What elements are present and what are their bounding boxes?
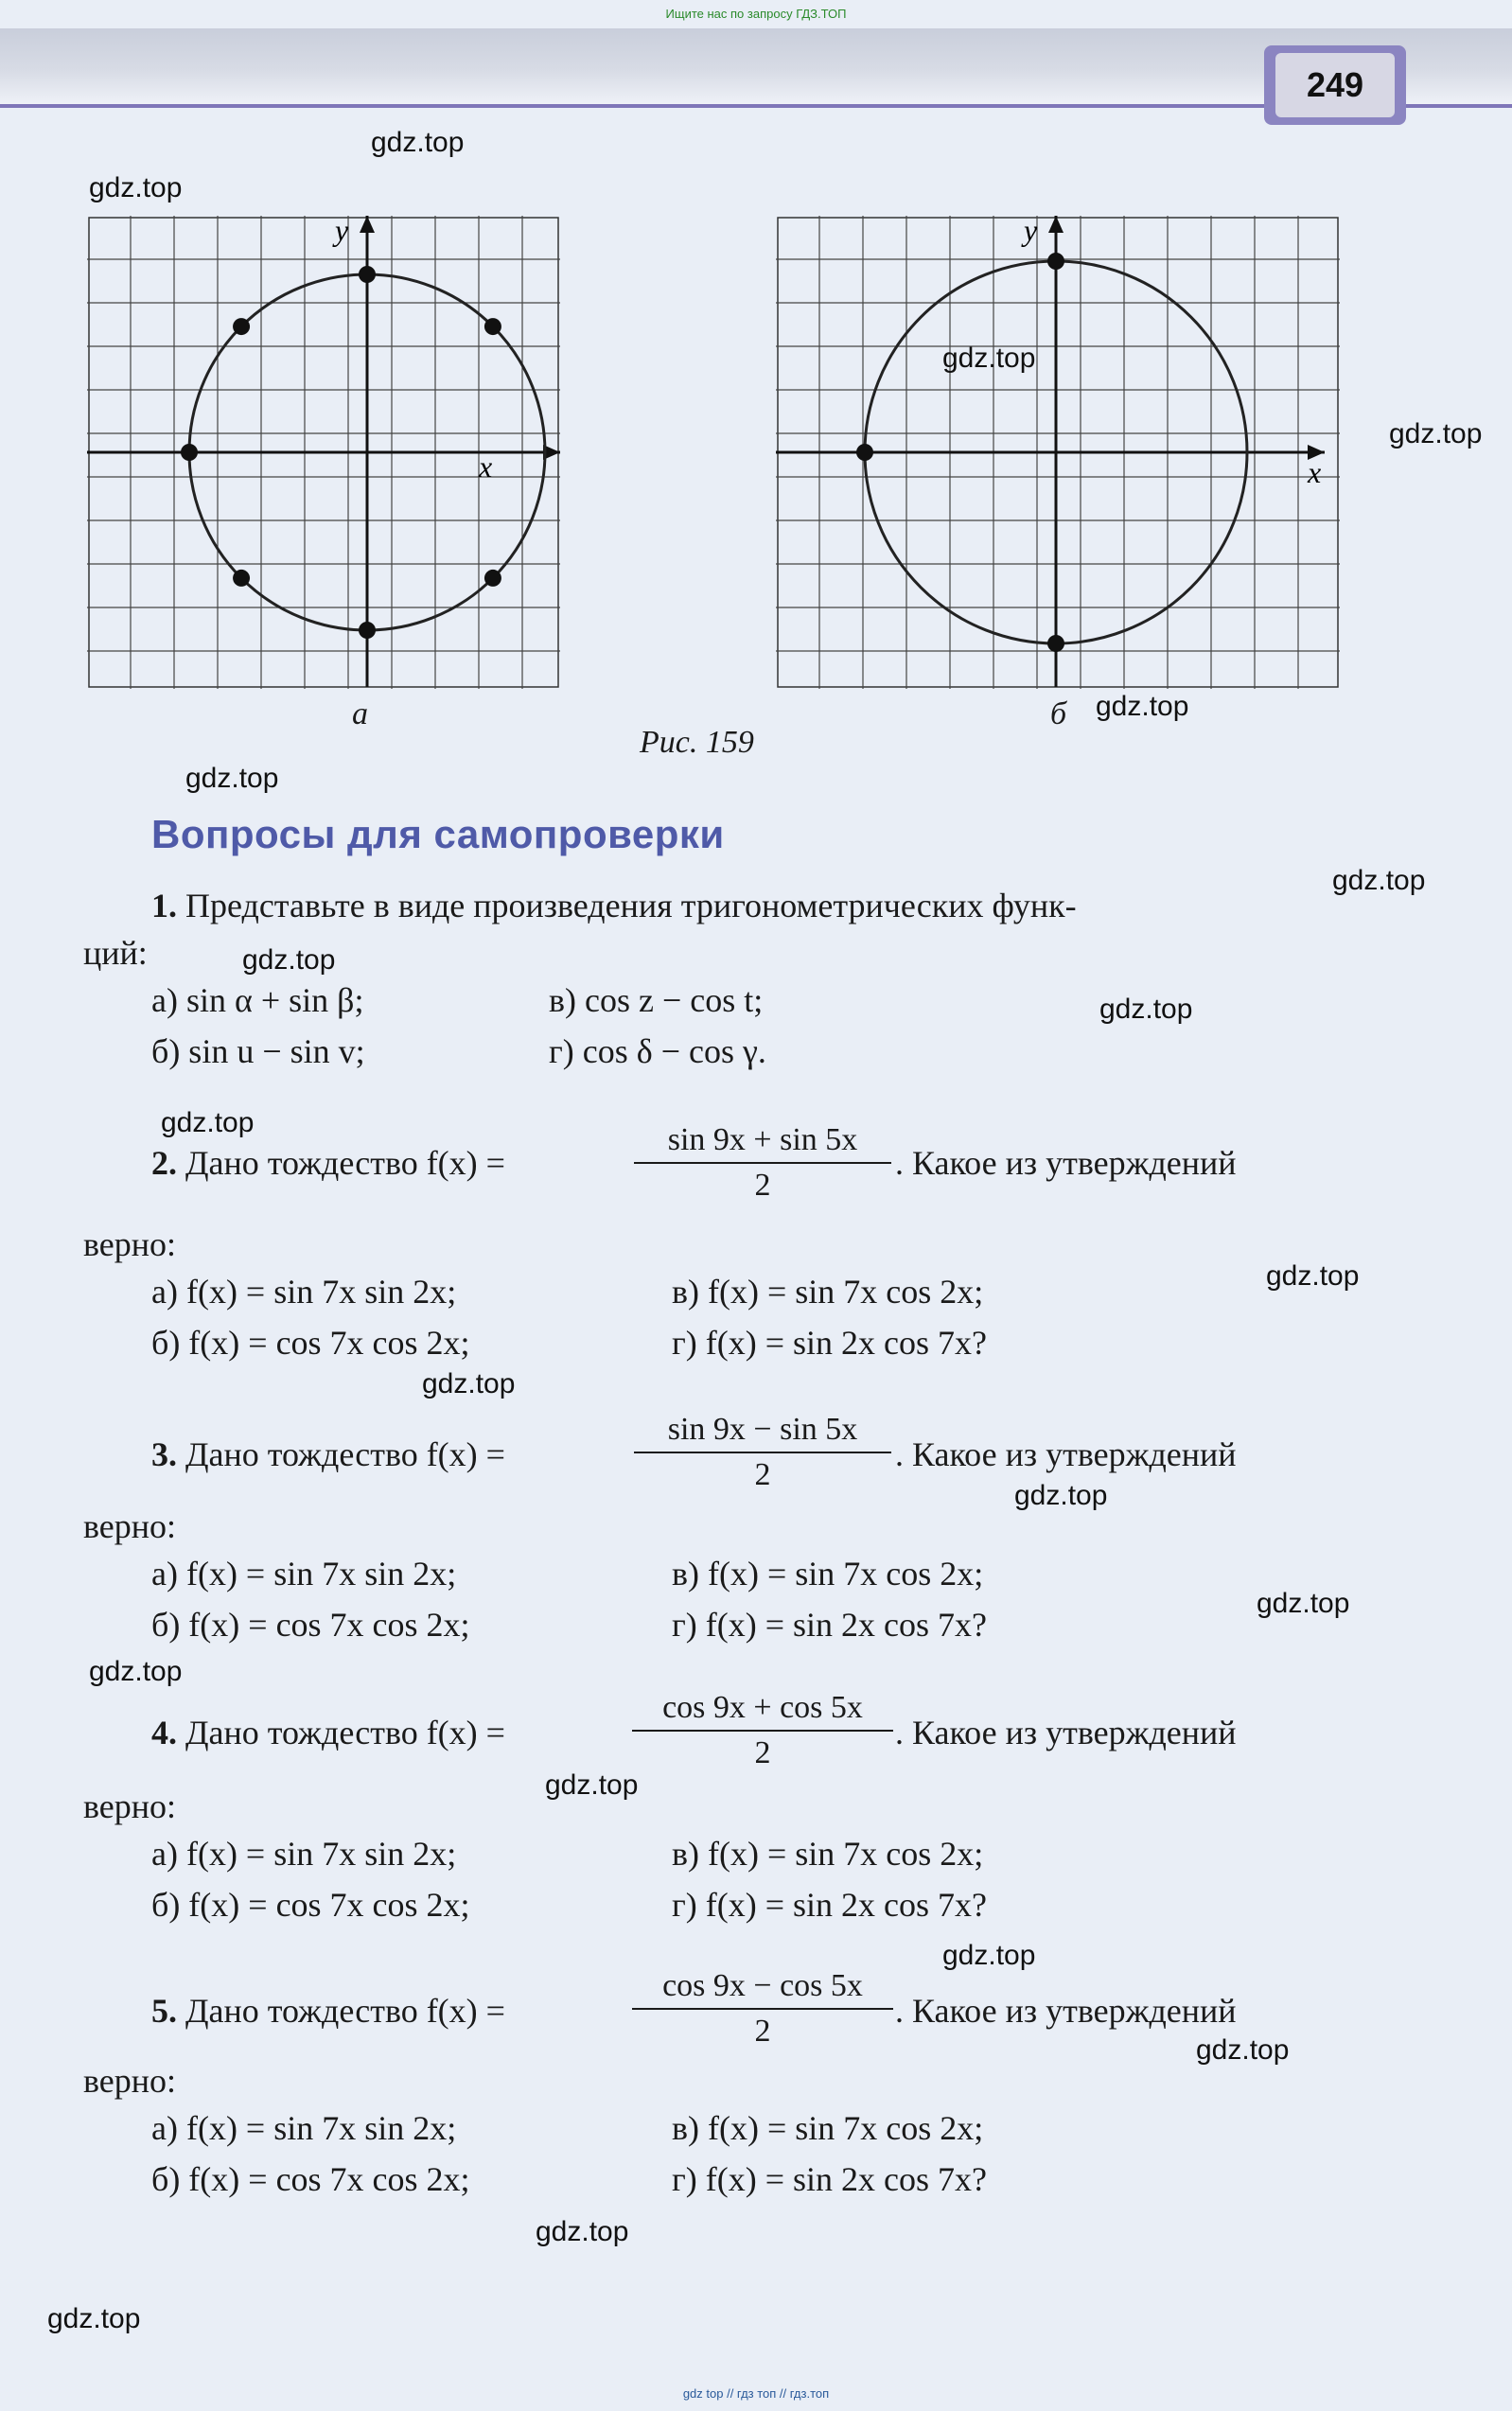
circle-point <box>484 570 501 587</box>
figure-a <box>87 216 579 689</box>
section-title: Вопросы для самопроверки <box>151 812 725 856</box>
figure-a-label: а <box>352 696 368 731</box>
q2-option-g: г) f(x) = sin 2x cos 7x? <box>672 1324 987 1362</box>
circle-point <box>856 444 873 461</box>
q2-fraction <box>634 1122 891 1204</box>
q2-option-b: б) f(x) = cos 7x cos 2x; <box>151 1324 470 1362</box>
watermark: gdz.top <box>1014 1480 1108 1511</box>
q5-tail: . Какое из утверждений <box>895 1992 1237 2030</box>
watermark: gdz.top <box>1332 865 1426 896</box>
q3-option-b: б) f(x) = cos 7x cos 2x; <box>151 1606 470 1644</box>
watermark: gdz.top <box>1096 691 1189 722</box>
watermark: gdz.top <box>1389 418 1483 449</box>
q3-number: 3. <box>151 1435 177 1473</box>
q5-denominator: 2 <box>754 2014 771 2049</box>
watermark: gdz.top <box>422 1368 516 1399</box>
axis-x-label: x <box>479 449 493 484</box>
q5-fraction <box>632 1968 893 2050</box>
q5-numerator: cos 9x − cos 5x <box>662 1968 863 2003</box>
q2-verno: верно: <box>83 1225 177 1263</box>
q3-denominator: 2 <box>754 1457 771 1492</box>
q2-option-v: в) f(x) = sin 7x cos 2x; <box>672 1273 984 1311</box>
q2-lead: Дано тождество f(x) = <box>185 1144 505 1182</box>
q3-fraction <box>634 1412 891 1493</box>
q2-tail: . Какое из утверждений <box>895 1144 1237 1182</box>
watermark: gdz.top <box>942 343 1036 374</box>
q4-option-b: б) f(x) = cos 7x cos 2x; <box>151 1886 470 1924</box>
q4-option-g: г) f(x) = sin 2x cos 7x? <box>672 1886 987 1924</box>
circle-point <box>1047 635 1064 652</box>
watermark: gdz.top <box>1257 1588 1350 1619</box>
q5-option-v: в) f(x) = sin 7x cos 2x; <box>672 2109 984 2147</box>
q4-tail: . Какое из утверждений <box>895 1714 1237 1751</box>
top-banner: Ищите нас по запросу ГДЗ.ТОП <box>665 7 847 21</box>
q5-verno: верно: <box>83 2062 177 2100</box>
q4-line <box>151 1713 505 1752</box>
circle-point <box>181 444 198 461</box>
watermark: gdz.top <box>536 2216 629 2247</box>
q3-option-a: а) f(x) = sin 7x sin 2x; <box>151 1555 457 1593</box>
q2-line <box>151 1143 505 1183</box>
circle-point <box>484 318 501 335</box>
q5-option-b: б) f(x) = cos 7x cos 2x; <box>151 2160 470 2198</box>
q1-number: 1. <box>151 887 177 924</box>
q4-numerator: cos 9x + cos 5x <box>662 1690 863 1725</box>
q4-verno: верно: <box>83 1787 177 1825</box>
figure-b-label: б <box>1050 696 1067 731</box>
circle-point <box>233 318 250 335</box>
watermark: gdz.top <box>185 763 279 794</box>
q5-number: 5. <box>151 1992 177 2030</box>
q1-text: Представьте в виде произведения тригонометрических функ- <box>185 887 1077 924</box>
watermark: gdz.top <box>1099 994 1193 1025</box>
q3-line <box>151 1434 505 1474</box>
watermark: gdz.top <box>1266 1260 1360 1292</box>
figure-b <box>776 216 1340 689</box>
q5-line <box>151 1991 505 2031</box>
watermark: gdz.top <box>161 1107 255 1138</box>
q4-option-a: а) f(x) = sin 7x sin 2x; <box>151 1835 457 1873</box>
q1-option-b: б) sin u − sin v; <box>151 1032 365 1070</box>
axis-y-label: y <box>335 216 349 247</box>
q1-line <box>151 886 1077 925</box>
q1-option-v: в) cos z − cos t; <box>549 981 764 1019</box>
q4-fraction <box>632 1690 893 1771</box>
watermark: gdz.top <box>242 944 336 976</box>
page-number: 249 <box>1275 53 1395 117</box>
q3-numerator: sin 9x − sin 5x <box>667 1412 858 1447</box>
axis-x-label: x <box>1308 455 1322 489</box>
circle-point <box>359 622 376 639</box>
q2-numerator: sin 9x + sin 5x <box>667 1122 858 1157</box>
q5-lead: Дано тождество f(x) = <box>185 1992 505 2030</box>
q1-text-cont: ций: <box>83 934 148 972</box>
q1-option-a: а) sin α + sin β; <box>151 981 364 1019</box>
axis-y-label: y <box>1024 216 1038 247</box>
q4-lead: Дано тождество f(x) = <box>185 1714 505 1751</box>
watermark: gdz.top <box>47 2303 141 2334</box>
q3-lead: Дано тождество f(x) = <box>185 1435 505 1473</box>
q2-number: 2. <box>151 1144 177 1182</box>
watermark: gdz.top <box>942 1940 1036 1971</box>
circle-point <box>359 266 376 283</box>
q5-option-g: г) f(x) = sin 2x cos 7x? <box>672 2160 987 2198</box>
q3-verno: верно: <box>83 1507 177 1545</box>
q4-option-v: в) f(x) = sin 7x cos 2x; <box>672 1835 984 1873</box>
q5-option-a: а) f(x) = sin 7x sin 2x; <box>151 2109 457 2147</box>
circle-point <box>233 570 250 587</box>
watermark: gdz.top <box>371 127 465 158</box>
circle-point <box>1047 253 1064 270</box>
watermark: gdz.top <box>1196 2034 1290 2066</box>
footer-links: gdz top // гдз топ // гдз.топ <box>682 2386 830 2401</box>
q2-denominator: 2 <box>754 1168 771 1203</box>
q2-option-a: а) f(x) = sin 7x sin 2x; <box>151 1273 457 1311</box>
watermark: gdz.top <box>545 1769 639 1801</box>
q3-option-v: в) f(x) = sin 7x cos 2x; <box>672 1555 984 1593</box>
q4-denominator: 2 <box>754 1735 771 1770</box>
q3-tail: . Какое из утверждений <box>895 1435 1237 1473</box>
watermark: gdz.top <box>89 172 183 203</box>
q4-number: 4. <box>151 1714 177 1751</box>
q1-option-g: г) cos δ − cos γ. <box>549 1032 766 1070</box>
figure-caption: Рис. 159 <box>640 725 754 760</box>
watermark: gdz.top <box>89 1656 183 1687</box>
q3-option-g: г) f(x) = sin 2x cos 7x? <box>672 1606 987 1644</box>
